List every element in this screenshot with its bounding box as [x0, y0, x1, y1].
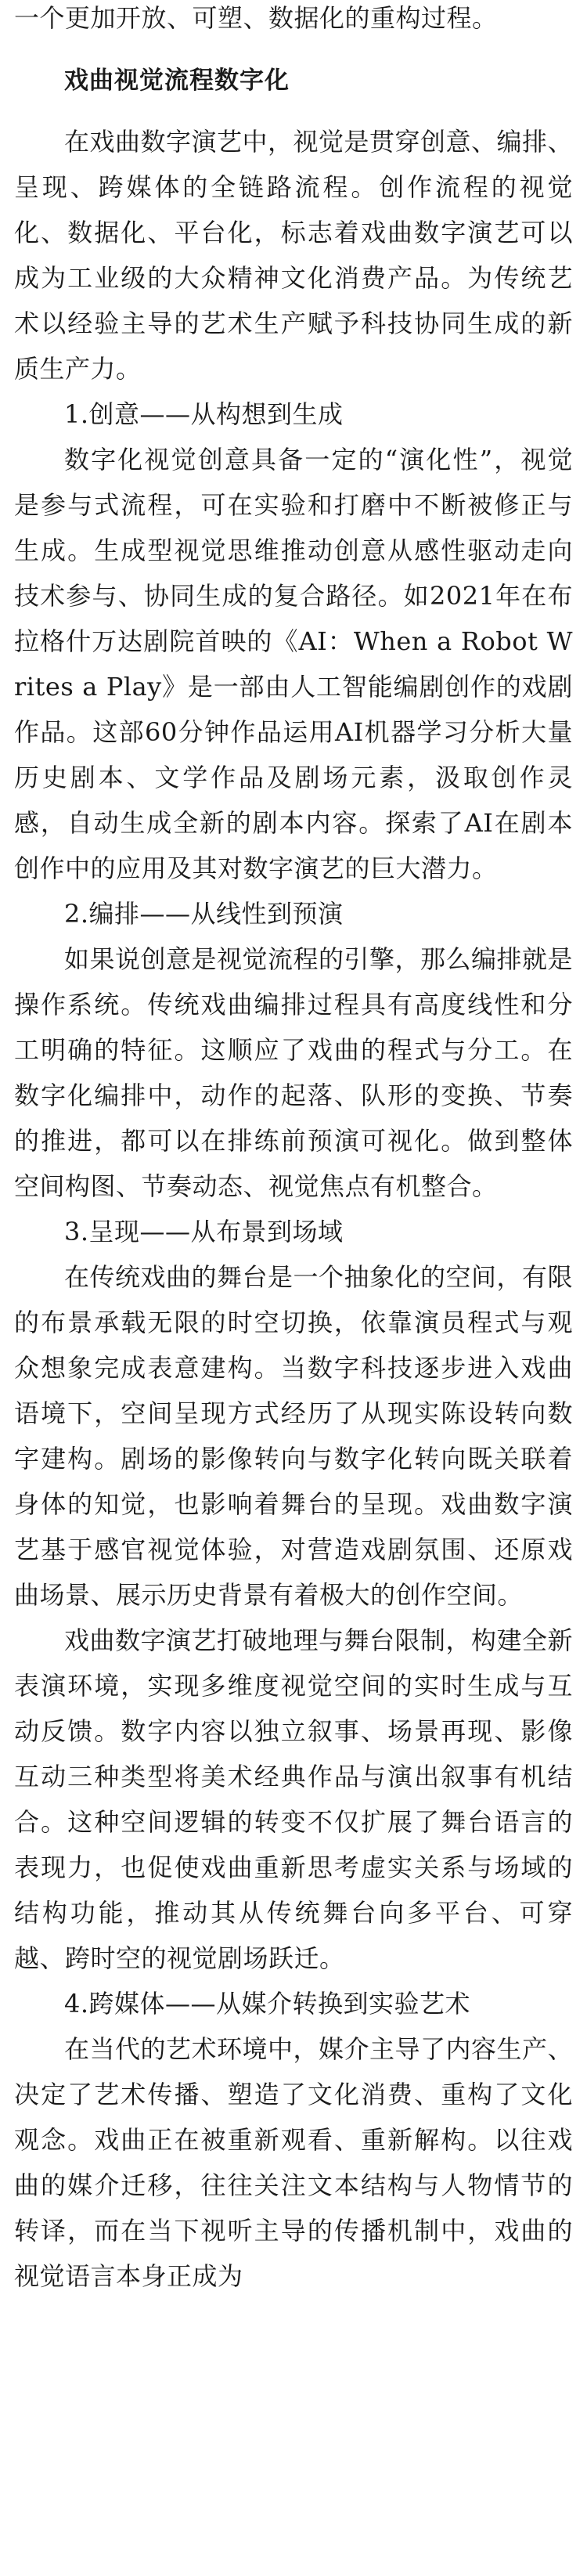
body-paragraph: 数字化视觉创意具备一定的“演化性”，视觉是参与式流程，可在实验和打磨中不断被修正与生成。生成型视觉思维推动创意从感性驱动走向技术参与、协同生成的复合路径。如2021年在布拉格什万达剧院首映的《AI：When a Robot Writes a Play》是一部由人工智能编剧创作的戏剧作品。这部60分钟作品运用AI机器学习分析大量历史剧本、文学作品及剧场元素，汲取创作灵感，自动生成全新的剧本内容。探索了AI在剧本创作中的应用及其对数字演艺的巨大潜力。 [14, 445, 573, 883]
body-paragraph: 在传统戏曲的舞台是一个抽象化的空间，有限的布景承载无限的时空切换，依靠演员程式与观众想象完成表意建构。当数字科技逐步进入戏曲语境下，空间呈现方式经历了从现实陈设转向数字建构。剧场的影像转向与数字化转向既关联着身体的知觉，也影响着舞台的呈现。戏曲数字演艺基于感官视觉体验，对营造戏剧氛围、还原戏曲场景、展示历史背景有着极大的创作空间。 [14, 1262, 574, 1610]
section-title: 戏曲视觉流程数字化 [64, 67, 290, 95]
intro-paragraph: 在戏曲数字演艺中，视觉是贯穿创意、编排、呈现、跨媒体的全链路流程。创作流程的视觉化、数据化、平台化，标志着戏曲数字演艺可以成为工业级的大众精神文化消费产品。为传统艺术以经验主导的艺术生产赋予科技协同生成的新质生产力。 [14, 127, 574, 384]
body-paragraph: 在当代的艺术环境中，媒介主导了内容生产、决定了艺术传播、塑造了文化消费、重构了文化观念。戏曲正在被重新观看、重新解构。以往戏曲的媒介迁移，往往关注文本结构与人物情节的转译，而在当下视听主导的传播机制中，戏曲的视觉语言本身正成为 [14, 2034, 574, 2291]
subsection-cross-media [14, 1981, 573, 2299]
subsection-arrangement [14, 891, 573, 1209]
subsection-heading: 4.跨媒体——从媒介转换到实验艺术 [64, 1989, 471, 2019]
body-paragraph: 如果说创意是视觉流程的引擎，那么编排就是操作系统。传统戏曲编排过程具有高度线性和分工明确的特征。这顺应了戏曲的程式与分工。在数字化编排中，动作的起落、队形的变换、节奏的推进，都可以在排练前预演可视化。做到整体空间构图、节奏动态、视觉焦点有机整合。 [14, 944, 574, 1201]
subsection-heading: 1.创意——从构想到生成 [64, 399, 344, 429]
subsection-heading: 2.编排——从线性到预演 [64, 899, 344, 929]
subsection-presentation [14, 1209, 573, 1981]
body-paragraph: 戏曲数字演艺打破地理与舞台限制，构建全新表演环境，实现多维度视觉空间的实时生成与互动反馈。数字内容以独立叙事、场景再现、影像互动三种类型将美术经典作品与演出叙事有机结合。这种空间逻辑的转变不仅扩展了舞台语言的表现力，也促使戏曲重新思考虚实关系与场域的结构功能，推动其从传统舞台向多平台、可穿越、跨时空的视觉剧场跃迁。 [14, 1625, 574, 1973]
lead-text: 一个更加开放、可塑、数据化的重构过程。 [14, 3, 498, 33]
subsection-creativity [14, 391, 573, 891]
subsection-heading: 3.呈现——从布景到场域 [64, 1217, 344, 1247]
